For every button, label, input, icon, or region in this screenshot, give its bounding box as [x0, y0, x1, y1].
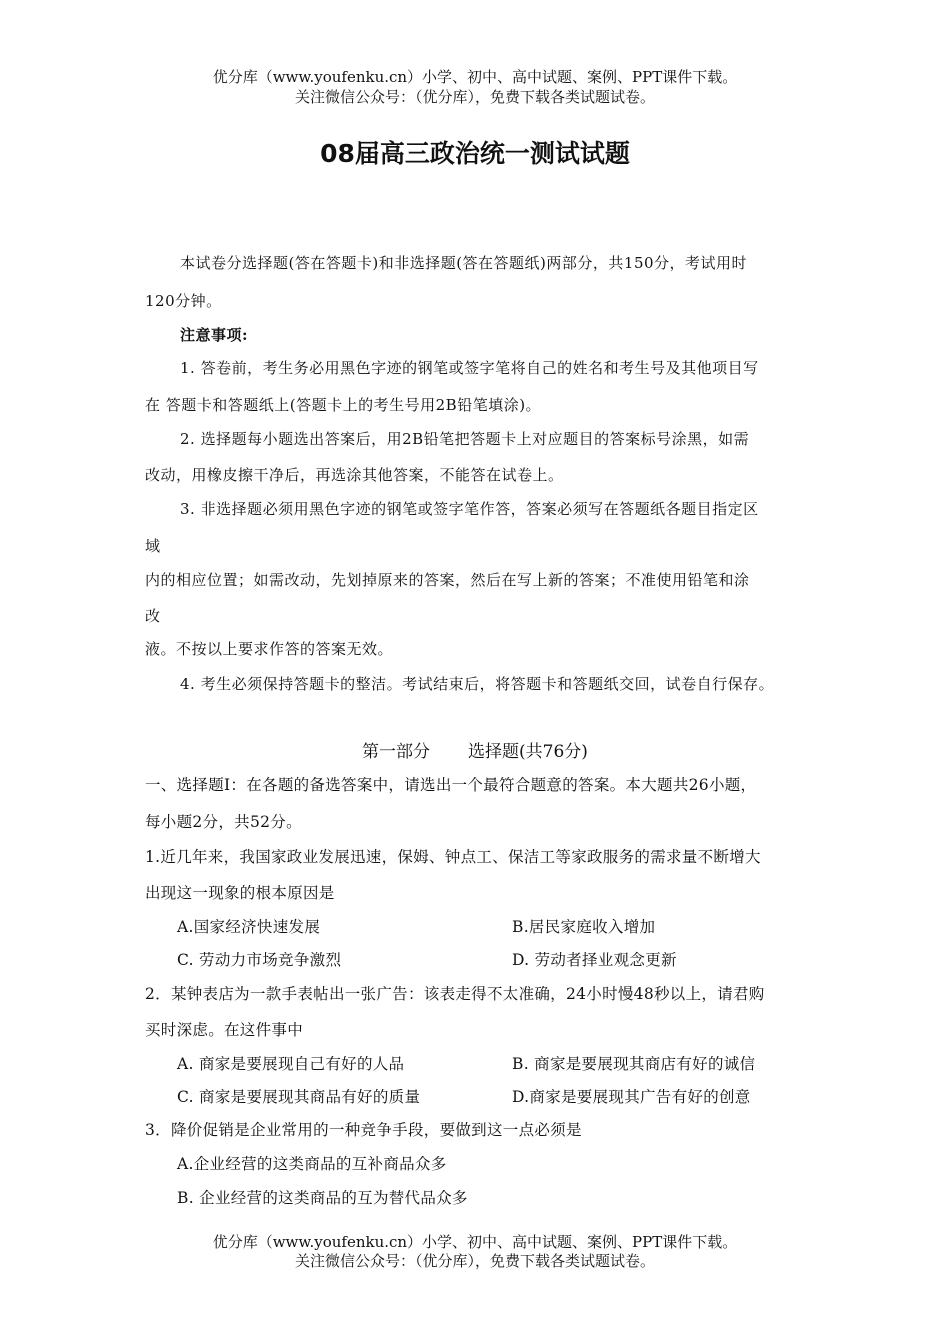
- intro-line-2: 120分钟。: [145, 292, 222, 310]
- notice-line: 改: [145, 607, 161, 625]
- question-2-option-b: B. 商家是要展现其商店有好的诚信: [512, 1055, 756, 1073]
- section-part: 第一部分: [362, 742, 431, 762]
- notice-line: 4. 考生必须保持答题卡的整洁。考试结束后，将答题卡和答题纸交回，试卷自行保存。: [180, 675, 775, 693]
- question-2-stem: 2．某钟表店为一款手表帖出一张广告：该表走得不太准确，24小时慢48秒以上，请君购: [145, 985, 765, 1003]
- notice-line: 内的相应位置；如需改动，先划掉原来的答案，然后在写上新的答案；不准使用铅笔和涂: [145, 571, 750, 589]
- section-heading: [0, 737, 950, 762]
- notice-heading: 注意事项:: [180, 326, 249, 344]
- footer-line-1: 优分库（www.youfenku.cn）小学、初中、高中试题、案例、PPT课件下载。: [212, 1233, 738, 1251]
- question-1-option-a: A.国家经济快速发展: [177, 918, 321, 936]
- question-1-stem-cont: 出现这一现象的根本原因是: [145, 884, 335, 902]
- question-1-stem: 1.近几年来，我国家政业发展迅速，保姆、钟点工、保洁工等家政服务的需求量不断增大: [145, 848, 761, 866]
- section-name: 选择题(共76分): [468, 742, 588, 762]
- question-2-option-a: A. 商家是要展现自己有好的人品: [177, 1055, 405, 1073]
- notice-line: 液。不按以上要求作答的答案无效。: [145, 640, 394, 658]
- header-line-2: 关注微信公众号：（优分库），免费下载各类试题试卷。: [294, 88, 655, 106]
- question-3-option-b: B. 企业经营的这类商品的互为替代品众多: [177, 1189, 468, 1207]
- question-2-option-d: D.商家是要展现其广告有好的创意: [512, 1088, 751, 1106]
- question-1-option-d: D. 劳动者择业观念更新: [512, 951, 677, 969]
- question-3-stem: 3．降价促销是企业常用的一种竞争手段，要做到这一点必须是: [145, 1121, 582, 1139]
- footer-line-2: 关注微信公众号：（优分库），免费下载各类试题试卷。: [294, 1252, 655, 1270]
- notice-line: 改动，用橡皮擦干净后，再选涂其他答案，不能答在试卷上。: [145, 466, 564, 484]
- notice-line: 域: [145, 537, 161, 555]
- notice-line: 在 答题卡和答题纸上(答题卡上的考生号用2B铅笔填涂)。: [145, 396, 542, 414]
- question-3-option-a: A.企业经营的这类商品的互补商品众多: [177, 1155, 447, 1173]
- question-2-stem-cont: 买时深虑。在这件事中: [145, 1021, 304, 1039]
- notice-line: 3. 非选择题必须用黑色字迹的钢笔或签字笔作答，答案必须写在答题纸各题目指定区: [180, 500, 759, 518]
- instructions-line-2: 每小题2分，共52分。: [145, 813, 302, 831]
- question-1-option-c: C. 劳动力市场竞争激烈: [177, 951, 342, 969]
- notice-line: 1. 答卷前，考生务必用黑色字迹的钢笔或签字笔将自己的姓名和考生号及其他项目写: [180, 359, 759, 377]
- question-1-option-b: B.居民家庭收入增加: [512, 918, 656, 936]
- instructions-line-1: 一、选择题Ⅰ：在各题的备选答案中，请选出一个最符合题意的答案。本大题共26小题，: [145, 776, 757, 794]
- page-title: 08届高三政治统一测试试题: [320, 139, 630, 168]
- notice-line: 2. 选择题每小题选出答案后，用2B铅笔把答题卡上对应题目的答案标号涂黑，如需: [180, 430, 750, 448]
- question-2-option-c: C. 商家是要展现其商品有好的质量: [177, 1088, 421, 1106]
- header-line-1: 优分库（www.youfenku.cn）小学、初中、高中试题、案例、PPT课件下载。: [212, 68, 738, 86]
- intro-line-1: 本试卷分选择题(答在答题卡)和非选择题(答在答题纸)两部分，共150分，考试用时: [180, 254, 748, 272]
